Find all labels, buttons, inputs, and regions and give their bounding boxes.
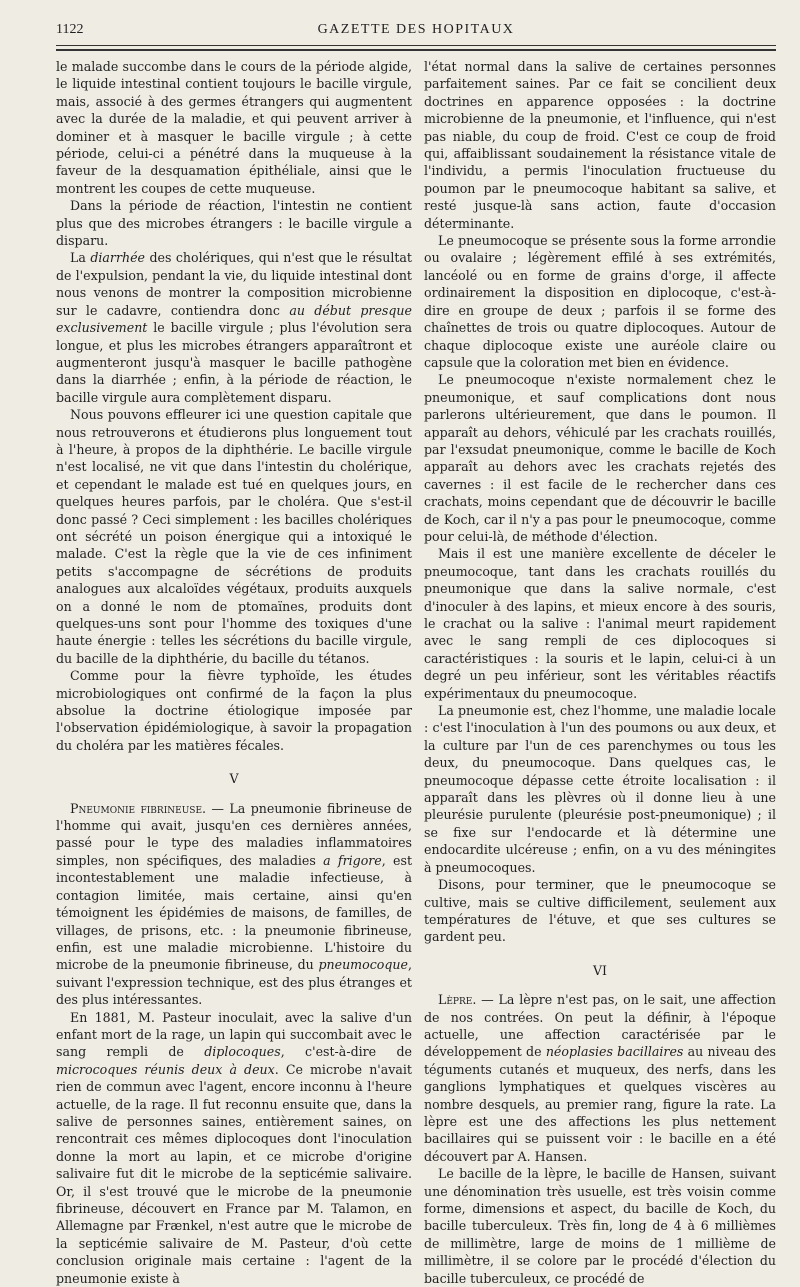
left-column (56, 58, 412, 1287)
text-run: — La pneumonie fibrineuse de l'homme qui avait, jusqu'en ces dernières années, passé pour le type des maladies inflammatoires simples, non spécifiques, des maladies (56, 800, 412, 868)
page-header (56, 22, 776, 44)
text-run: , c'est-à-dire de (280, 1044, 412, 1060)
page-number: 1122 (56, 22, 84, 37)
text-run: des cholériques, qui n'est que le résultat de l'expulsion, pendant la vie, du liquide intestinal dont nous venons de montrer la composition microbienne sur le cadavre, contiendra donc (56, 250, 412, 318)
paragraph (424, 991, 776, 1165)
header-rule-thin (56, 45, 776, 46)
section-title-lepre: Lèpre. (438, 992, 477, 1008)
paragraph: l'état normal dans la salive de certaines personnes parfaitement saines. Par ce fait se concilient deux doctrines en apparence opposées : la doctrine microbienne de la pneumonie, et l'influence, qui n'est pas niable, du coup de froid. C'est ce coup de froid qui, affaiblissant soudainement la résistance vitale de l'individu, a permis l'inoculation fructueuse du poumon par le pneumocoque habitant sa salive, et resté jusque-là sans action, faute d'occasion déterminante. (424, 59, 776, 231)
emphasis: a frigore (323, 852, 382, 868)
section-title-pneumonie: Pneumonie fibrineuse. (70, 800, 207, 816)
text-run: , est incontestablement une maladie infectieuse, à contagion limitée, mais certaine, ainsi qu'en témoignent les épidémies de maisons, de familles, de villages, de prisons, etc. : la pneumonie fibrineuse, enfin, est une maladie microbienne. L'histoire du microbe de la pneumonie fibrineuse, du (56, 852, 413, 973)
header-rule-thick (56, 49, 776, 51)
paragraph (56, 800, 412, 1009)
paragraph (56, 249, 412, 406)
paragraph: Comme pour la fièvre typhoïde, les études microbiologiques ont confirmé de la façon la plus absolue la doctrine étiologique imposée par l'observation épidémiologique, à savoir la propagation du choléra par les matières fécales. (56, 668, 412, 753)
paragraph: Mais il est une manière excellente de déceler le pneumocoque, tant dans les crachats rouillés du pneumonique que dans la salive normale, c'est d'inoculer à des lapins, et mieux encore à des souris, le crachat ou la salive : l'animal meurt rapidement avec le sang rempli de ces diplocoques si caractéristiques : la souris et le lapin, celui-ci à un degré un peu inférieur, sont les véritables réactifs expérimentaux du pneumocoque. (424, 546, 776, 701)
emphasis: diplocoques (204, 1044, 281, 1060)
paragraph: Le pneumocoque n'existe normalement chez le pneumonique, et sauf complications dont nous parlerons ultérieurement, que dans le poumon. Il apparaît au dehors, véhiculé par les crachats rouillés, par l'exsudat pneumonique, comme le bacille de Koch apparaît au dehors avec les crachats rejetés des cavernes : il est facile de le rechercher dans ces crachats, moins cependant que de découvrir le bacille de Koch, car il n'y a pas pour le pneumocoque, comme pour celui-là, de méthode d'élection. (424, 372, 776, 544)
text-run: . Ce microbe n'avait rien de commun avec l'agent, encore inconnu à l'heure actuelle, de la rage. Il fut reconnu ensuite que, dans la salive de personnes saines, entièrement saines, on rencontrait ces mêmes diplocoques dont l'inoculation donne la mort au lapin, et ce microbe d'origine salivaire fut dit le microbe de la septicémie salivaire. Or, il s'est trouvé que le microbe de la pneumonie fibrineuse, découvert en France par M. Talamon, en Allemagne par Frænkel, n'est autre que le microbe de la septicémie salivaire de M. Pasteur, d'où cette conclusion originale mais certaine : l'agent de la pneumonie existe à (56, 1061, 412, 1286)
emphasis: au début presque exclusivement (56, 302, 412, 336)
section-heading-vi: VI (592, 962, 608, 978)
text-run: , suivant l'expression technique, est des plus étranges et des plus intéressantes. (56, 957, 412, 1008)
paragraph: La pneumonie est, chez l'homme, une maladie locale : c'est l'inoculation à l'un des poumons ou aux deux, et la culture par l'un de ces parenchymes ou tous les deux, du pneumocoque. Dans quelques cas, le pneumocoque dépasse cette étroite localisation : il apparaît dans les plèvres où il donne lieu à une pleurésie purulente (pleurésie post-pneumonique) ; il se fixe sur l'endocarde et là détermine une endocardite ulcéreuse ; enfin, on a vu des méningites à pneumocoques. (424, 703, 776, 875)
paragraph: Nous pouvons effleurer ici une question capitale que nous retrouverons et étudierons plus longuement tout à l'heure, à propos de la diphthérie. Le bacille virgule n'est localisé, ne vit que dans l'intestin du cholérique, et cependant le malade est tué en quelques jours, en quelques heures parfois, par le choléra. Que s'est-il donc passé ? Ceci simplement : les bacilles cholériques ont sécrété un poison énergique qui a intoxiqué le malade. C'est la règle que la vie de ces infiniment petits s'accompagne de sécrétions de produits analogues aux alcaloïdes végétaux, produits auxquels on a donné le nom de ptomaïnes, produits dont quelques-uns sont pour l'homme des toxiques d'une haute énergie : telles les sécrétions du bacille virgule, du bacille de la diphthérie, du bacille du tétanos. (56, 407, 412, 666)
paragraph: Disons, pour terminer, que le pneumocoque se cultive, mais se cultive difficilement, seulement aux températures de l'étuve, et que ses cultures se gardent peu. (424, 877, 776, 945)
paragraph: Le bacille de la lèpre, le bacille de Hansen, suivant une dénomination très usuelle, est très voisin comme forme, dimensions et aspect, du bacille de Koch, du bacille tuberculeux. Très fin, long de 4 à 6 millièmes de millimètre, large de moins de 1 millième de millimètre, il se colore par le procédé d'élection du bacille tuberculeux, ce procédé de (424, 1166, 776, 1286)
paragraph: Dans la période de réaction, l'intestin ne contient plus que des microbes étrangers : le bacille virgule a disparu. (56, 198, 412, 249)
right-column (424, 58, 776, 1287)
paragraph: Le pneumocoque se présente sous la forme arrondie ou ovalaire ; légèrement effilé à ses extrémités, lancéolé ou en forme de grains d'orge, il affecte ordinairement la disposition en diplocoque, c'est-à-dire en groupe de deux ; parfois il se forme des chaînettes de trois ou quatre diplocoques. Autour de chaque diplocoque existe une auréole claire ou capsule que la coloration met bien en évidence. (424, 233, 776, 370)
paragraph (56, 1009, 412, 1287)
paragraph: le malade succombe dans le cours de la période algide, le liquide intestinal contient toujours le bacille virgule, mais, associé à des germes étrangers qui augmentent avec la durée de la maladie, et qui peuvent arriver à dominer et à masquer le bacille virgule ; à cette période, celui-ci a pénétré dans la muqueuse à la faveur de la desquamation épithéliale, ainsi que le montrent les coupes de cette muqueuse. (56, 59, 412, 196)
section-heading-v: V (229, 771, 239, 787)
emphasis: néoplasies bacillaires (545, 1044, 684, 1060)
emphasis: diarrhée (90, 250, 145, 266)
text-run: au niveau des téguments cutanés et muqueux, des nerfs, dans les ganglions lymphatiques et quelques viscères au nombre desquels, au premier rang, figure la rate. La lèpre est une des affections les plus nettement bacillaires qui se puissent voir : le bacille en a été découvert par A. Hansen. (424, 1044, 776, 1164)
emphasis: pneumocoque (318, 957, 408, 973)
text-run: — La lèpre n'est pas, on le sait, une affection de nos contrées. On peut la définir, à l'époque actuelle, une affection caractérisée par le développement de (424, 992, 776, 1060)
text-run: le bacille virgule ; plus l'évolution sera longue, et plus les microbes étrangers apparaîtront et augmenteront jusqu'à masquer le bacille pathogène dans la diarrhée ; enfin, à la période de réaction, le bacille virgule aura complètement disparu. (56, 320, 412, 405)
text-run: La (70, 250, 86, 266)
journal-title: GAZETTE DES HOPITAUX (317, 22, 515, 37)
emphasis: microcoques réunis deux à deux (56, 1061, 275, 1077)
text-run: En 1881, M. Pasteur inoculait, avec la salive d'un enfant mort de la rage, un lapin qui succombait avec le sang rempli de (56, 1009, 412, 1060)
